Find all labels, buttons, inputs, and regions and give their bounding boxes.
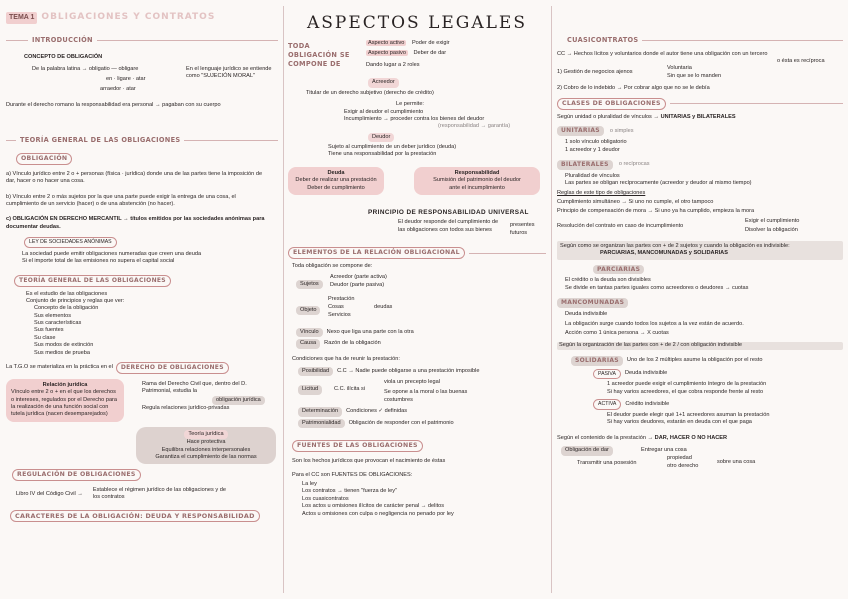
organizacion-line: Según la organización de las partes con + de 2 / con obligación indivisible [557,342,843,349]
fuentes-list [288,481,546,518]
pasiva-row [557,369,843,380]
patrimonialidad-row [288,419,546,428]
teoria-item: Sus modos de extinción [34,342,94,349]
licitud-desc: C.C. ilícita si [334,386,366,393]
dar-pill: Obligación de dar [561,446,613,455]
column-divider [283,6,284,593]
segun-block [557,241,843,260]
cuasi-heading: CUASICONTRATOS [567,36,639,44]
relacion-head: Relación jurídica [42,381,88,388]
posibilidad-desc: C.C → Nadie puede obligarse a una prestación imposible [337,367,480,374]
causa-desc: Razón de la obligación [324,340,381,347]
elementos-section-header [288,247,546,259]
rama-block [142,381,276,413]
determinacion-pill: Determinación [298,407,342,416]
regulacion-row [6,487,278,502]
obligacion-box: OBLIGACIÓN [16,153,72,165]
teoria-item: Sus elementos [34,312,72,319]
toda-obligacion-heading: TODA OBLIGACIÓN SE COMPONE DE [288,42,350,68]
cuasi-text: CC → Hechos lícitos y voluntarios donde el autor tiene una obligación con un tercero [557,50,768,57]
presentes-label: presentes [510,222,535,229]
parciarias-line: El crédito o la deuda son divisibles [565,277,651,284]
fuentes-item: Los actos u omisiones ilícitos de carácter penal → delitos [302,503,445,510]
cuasi-1-block [557,65,843,81]
teoria-item: Sus medios de prueba [34,349,90,356]
teoria-item: Sus fuentes [34,327,64,334]
tgo-row [6,362,278,374]
objeto-pill: Objeto [296,306,320,315]
teoria-section-header [6,136,278,145]
dar-block [557,446,843,472]
bilaterales-line: Pluralidad de vínculos [565,172,620,179]
teoria-heading: TEORÍA GENERAL DE LAS OBLIGACIONES [20,135,181,144]
rama-line-1: Rama del Derecho Civil que, dentro del D. Patrimonial, estudia la [142,380,247,395]
futuros-label: futuros [510,230,528,237]
mancomunadas-pill: MANCOMUNADAS [557,298,628,308]
intro-heading: INTRODUCCIÓN [32,35,93,44]
parciarias-line: Se divide en tantas partes iguales como acreedores o deudores → cuotas [565,284,749,291]
segun-line: Según como se organizan las partes con + de 2 sujetos y cuando la obligación es indivisible: [560,242,790,249]
concepto-line-4: En el lenguaje jurídico se entiende como "SUJECIÓN MORAL" [186,65,272,80]
column-middle [288,0,546,599]
relacion-blob [6,379,124,422]
causa-row [288,339,546,348]
cuasi-section-header [557,36,843,45]
aspecto-activo: Aspecto activo [368,40,405,47]
posibilidad-row [288,367,546,376]
responsabilidad-line: ante el incumplimiento [449,184,505,191]
ley-line-1: La sociedad puede emitir obligaciones numeradas que creen una deuda [22,250,202,257]
mancomunadas-line: La obligación surge cuando todos los sujetos a la vez están de acuerdo. [565,320,744,327]
fuentes-sub: Para el CC son FUENTES DE OBLIGACIONES: [292,471,413,478]
bilaterales-note: o recíprocas [618,161,650,168]
reglas-line: Principio de compensación de mora → Si uno ya ha cumplido, empieza la mora [557,208,755,215]
deuda-line: Deber de realizar una prestación [295,177,377,184]
teoria-general-box: TEORÍA GENERAL DE LAS OBLIGACIONES [14,275,171,287]
principio-block [288,219,546,241]
principio-text: El deudor responde del cumplimiento de las obligaciones con todos sus bienes [398,219,499,233]
teoria-juridica-line: Garantiza el cumplimiento de las normas [155,454,257,461]
teoria-item: Es el estudio de las obligaciones [26,290,108,297]
concepto-line-1: De la palabra latina → obligatio — obligare [32,65,139,72]
concepto-block [6,66,278,122]
objeto-line: Prestación [328,295,355,302]
obligacion-c: c) OBLIGACIÓN EN DERECHO MERCANTIL → títulos emitidos por las sociedades anónimas para documentar deudas. [6,216,265,230]
deudor-line: Sujeto al cumplimiento de un deber jurídico (deuda) [328,144,457,151]
aspecto-pasivo: Aspecto pasivo [368,50,406,57]
caracteres-box: CARACTERES DE LA OBLIGACIÓN: DEUDA Y RESPONSABILIDAD [10,510,260,522]
pasiva-line: 1 acreedor puede exigir el cumplimiento íntegro de la prestación [607,381,767,388]
resolucion-line: Resolución del contrato en caso de incumplimiento [557,222,684,229]
aspecto-activo-desc: Poder de exigir [411,40,450,47]
deudas-label: deudas [374,303,393,310]
reglas-heading: Reglas de este tipo de obligaciones [557,189,646,196]
aspecto-activo-row [366,40,450,47]
contenido-line: Según el contenido de la prestación → DAR, HACER O NO HACER [557,434,728,441]
clases-heading: CLASES DE OBLIGACIONES [557,98,666,110]
column-left [6,0,278,599]
teoria-juridica-line: Hace protectiva [186,439,226,446]
unitarias-row [557,126,843,136]
topic-tag: TEMA 1 [6,12,37,23]
reglas-line: Cumplimiento simultáneo → Si uno no cumple, el otro tampoco [557,199,714,206]
activa-desc: Crédito indivisible [625,400,670,407]
fuentes-intro: Son los hechos jurídicos que provocan el nacimiento de éstas [292,458,446,465]
activa-line: El deudor puede elegir qué 1+1 acreedores asuman la prestación [607,412,770,419]
resolucion-block [557,218,843,236]
teoria-item: Conjunto de principios y reglas que ver: [26,297,125,304]
rama-line-2: Regula relaciones jurídico-privadas [142,405,230,412]
tgo-line: La T.G.O se materializa en la práctica en el [6,364,113,371]
intro-section-header [6,36,278,45]
unitarias-line: 1 acreedor y 1 deudor [565,146,620,153]
bilaterales-line: Las partes se obligan recíprocamente (acreedor y deudor al mismo tiempo) [565,180,752,187]
solidarias-desc: Uno de los 2 múltiples asume la obligación por el resto [626,356,763,363]
solidarias-row [557,356,843,366]
teoria-list [6,291,278,357]
bilaterales-row [557,160,843,170]
sujetos-line: Acreedor (parte activa) [330,273,387,280]
segun-bold: PARCIARIAS, MANCOMUNADAS y SOLIDARIAS [600,250,728,257]
fuentes-item: Actos u omisiones con culpa o negligencia no penado por ley [302,510,454,517]
objeto-line: Cosas [328,303,344,310]
activa-box: ACTIVA [593,399,621,410]
mancomunadas-line: Acción como 1 única persona → X cuotas [565,329,669,336]
toda-obligacion-block [288,40,546,74]
resolucion-opt: Exigir el cumplimiento [745,217,800,224]
concepto-line-2: en · ligare · atar [106,75,146,82]
deuda-resp-block [288,167,546,201]
fuentes-item: Los contratos → tienen "fuerza de ley" [302,488,398,495]
page-title: ASPECTOS LEGALES [306,13,527,33]
patrimonialidad-pill: Patrimonialidad [298,419,345,428]
determinacion-desc: Condiciones ✓ definidas [346,408,408,415]
acreedor-pill: Acreedor [368,78,399,87]
clases-section-header [557,98,843,110]
unitarias-note: o simples [609,127,634,134]
licitud-line: Se opone a la moral o las buenas costumbres [384,389,468,403]
responsabilidad-line: Sumisión del patrimonio del deudor [433,177,521,184]
teoria-item: Su clase [34,334,56,341]
teoria-juridica-head: Teoría jurídica [184,430,227,439]
cuasi-1b: Sin que se lo manden [667,73,722,80]
obligacion-b: b) Vínculo entre 2 o más sujetos por la que una parte puede exigir la entrega de una cosa, el cumplimiento de un servicio (hacer) o de una abstención (no hacer). [6,193,236,207]
pasiva-box: PASIVA [593,369,621,380]
dar-desc: Entregar una cosa [641,447,687,454]
vinculo-desc: Nexo que liga una parte con la otra [326,328,414,335]
cuasi-note: o ésta es recíproca [777,58,825,65]
fuentes-heading: FUENTES DE LAS OBLIGACIONES [292,440,423,452]
regulacion-box: REGULACIÓN DE OBLIGACIONES [12,469,141,481]
deuda-blob [288,167,384,195]
deuda-head: Deuda [327,169,345,176]
teoria-juridica-blob [136,427,276,465]
obligacion-a: a) Vínculo jurídico entre 2 o + personas (física · jurídica) donde una de las partes tiene la imposición de dar, hacer o no hacer una cosa. [6,170,263,185]
fuentes-item: La ley [302,481,317,488]
propiedad-label: propiedad [667,455,692,462]
relacion-text: Vínculo entre 2 o + en el que los derechos o intereses, regulados por el Derecho para la realización de una función social con tutela jurídica (nacen desemparejados) [11,389,118,418]
pasiva-desc: Deuda indivisible [624,370,668,377]
concepto-title: CONCEPTO DE OBLIGACIÓN [24,53,103,60]
teoria-juridica-line: Equilibra relaciones interpersonales [161,446,251,453]
causa-pill: Causa [296,339,320,348]
fuentes-item: Los cuasicontratos [302,495,349,502]
topic-title: OBLIGACIONES Y CONTRATOS [41,12,216,22]
clases-line: Según unidad o pluralidad de vínculos → UNITARIAS y BILATERALES [557,114,736,121]
resolucion-opt: Disolver la obligación [745,226,798,233]
condiciones-line: Condiciones que ha de reunir la prestación: [292,355,400,362]
deudor-line: Tiene una responsabilidad por la prestación [328,151,437,158]
aspecto-pasivo-row [366,50,446,57]
sujetos-line: Deudor (parte pasiva) [330,281,385,288]
activa-line: Si hay varios deudores, estarán en deuda con el que paga [607,419,752,426]
activa-row [557,399,843,410]
acreedor-desc: Titular de un derecho subjetivo (derecho de crédito) [306,89,434,96]
pasiva-line: Si hay varios acreedores, el que cobra responde frente al resto [607,388,764,395]
regulacion-line: Libro IV del Código Civil → [16,490,83,497]
derecho-obligaciones-box: DERECHO DE OBLIGACIONES [116,362,229,374]
elementos-intro: Toda obligación se compone de: [292,263,373,270]
principio-heading: PRINCIPIO DE RESPONSABILIDAD UNIVERSAL [368,208,529,216]
cuasi-1: 1) Gestión de negocios ajenos [557,69,633,76]
objeto-line: Servicios [328,311,351,318]
concepto-line-3: arraedor · atar [100,85,136,92]
licitud-block [288,379,546,405]
licitud-pill: Licitud [298,385,322,394]
parciarias-pill: PARCIARIAS [593,265,644,275]
licitud-line: viola un precepto legal [384,379,440,386]
column-divider [551,6,552,593]
regulacion-text: Establece el régimen jurídico de las obligaciones y de los contratos [92,487,226,501]
elementos-heading: ELEMENTOS DE LA RELACIÓN OBLIGACIONAL [288,247,465,259]
vinculo-pill: Vínculo [296,328,323,337]
bilaterales-pill: BILATERALES [557,160,613,170]
unitarias-pill: UNITARIAS [557,126,604,136]
sujetos-pill: Sujetos [296,280,323,289]
concepto-line-5: Durante el derecho romano la responsabilidad era personal → pagaban con su cuerpo [6,101,221,108]
patrimonialidad-desc: Obligación de responder con el patrimonio [348,419,454,426]
teoria-item: Concepto de la obligación [34,305,99,312]
ley-sociedades-box: LEY DE SOCIEDADES ANÓNIMAS [24,237,117,248]
vinculo-row [288,328,546,337]
deudor-pill: Deudor [368,133,394,142]
mancomunadas-line: Deuda indivisible [565,311,608,318]
roles-line: Dando lugar a 2 roles [366,62,420,69]
cuasi-1a: Voluntaria [667,65,692,72]
determinacion-row [288,407,546,416]
teoria-item: Sus características [34,320,82,327]
obligacion-juridica-pill: obligación jurídica [212,396,265,405]
solidarias-pill: SOLIDARIAS [571,356,623,366]
posibilidad-pill: Posibilidad [298,367,333,376]
sujetos-objeto-block [288,274,546,328]
responsabilidad-head: Responsabilidad [454,169,500,176]
column-right [557,0,843,599]
responsabilidad-blob [414,167,540,195]
le-permite: Le permite: [396,101,424,108]
transmitir-label: Transmitir una posesión [577,460,637,467]
relacion-block [6,379,278,475]
aspecto-pasivo-desc: Deber de dar [413,50,447,57]
topic-header [6,12,278,24]
otro-derecho-label: otro derecho [667,463,699,470]
permite-note: (responsabilidad → garantía) [438,123,511,130]
permite-line: Exigir al deudor el cumplimiento [344,108,424,115]
deuda-line: Deber de cumplimiento [307,184,365,191]
sobre-label: sobre una cosa [717,459,756,466]
cuasi-2: 2) Cobro de lo indebido → Por cobrar algo que no se le debía [557,85,710,92]
unitarias-line: 1 solo vínculo obligatorio [565,139,627,146]
permite-line: Incumplimiento → proceder contra los bienes del deudor [344,115,485,122]
ley-line-2: Si el importe total de las emisiones no supera el capital social [22,258,175,265]
